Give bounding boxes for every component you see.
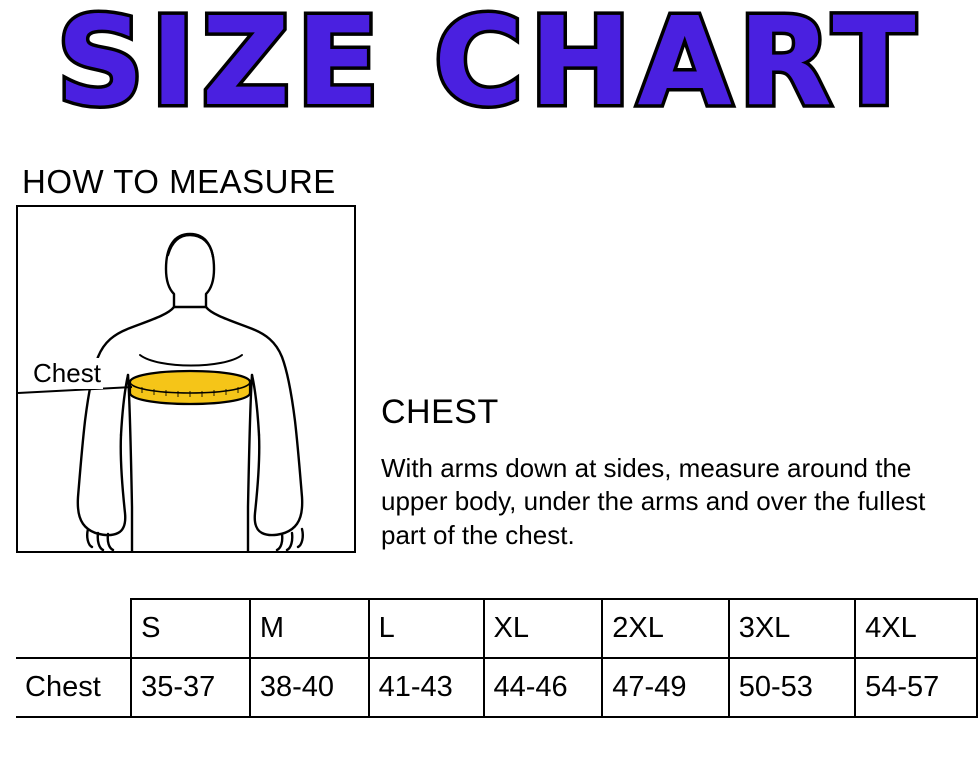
cell-chest-2xl: 47-49 [602, 658, 728, 717]
table-row [16, 658, 977, 717]
chest-description-body: With arms down at sides, measure around the upper body, under the arms and over the fullest part of the chest. [381, 453, 926, 550]
how-to-measure-heading: HOW TO MEASURE [22, 163, 336, 200]
cell-chest-3xl: 50-53 [729, 658, 855, 717]
tape-measure-icon [130, 371, 250, 404]
cell-chest-4xl: 54-57 [855, 658, 977, 717]
column-header-xl: XL [484, 599, 603, 658]
column-header-s: S [131, 599, 250, 658]
column-header-m: M [250, 599, 369, 658]
cell-chest-l: 41-43 [369, 658, 484, 717]
cell-chest-s: 35-37 [131, 658, 250, 717]
chest-measurement-label: Chest [33, 358, 101, 388]
cell-chest-xl: 44-46 [484, 658, 603, 717]
table-corner-cell [16, 599, 131, 658]
column-header-4xl: 4XL [855, 599, 977, 658]
column-header-3xl: 3XL [729, 599, 855, 658]
cell-chest-m: 38-40 [250, 658, 369, 717]
chest-description-heading: CHEST [381, 393, 499, 431]
row-header-chest: Chest [16, 658, 131, 717]
column-header-l: L [369, 599, 484, 658]
column-header-2xl: 2XL [602, 599, 728, 658]
size-chart-table [16, 598, 978, 718]
table-row-header [16, 599, 977, 658]
page-title: SIZE CHART [56, 0, 922, 133]
